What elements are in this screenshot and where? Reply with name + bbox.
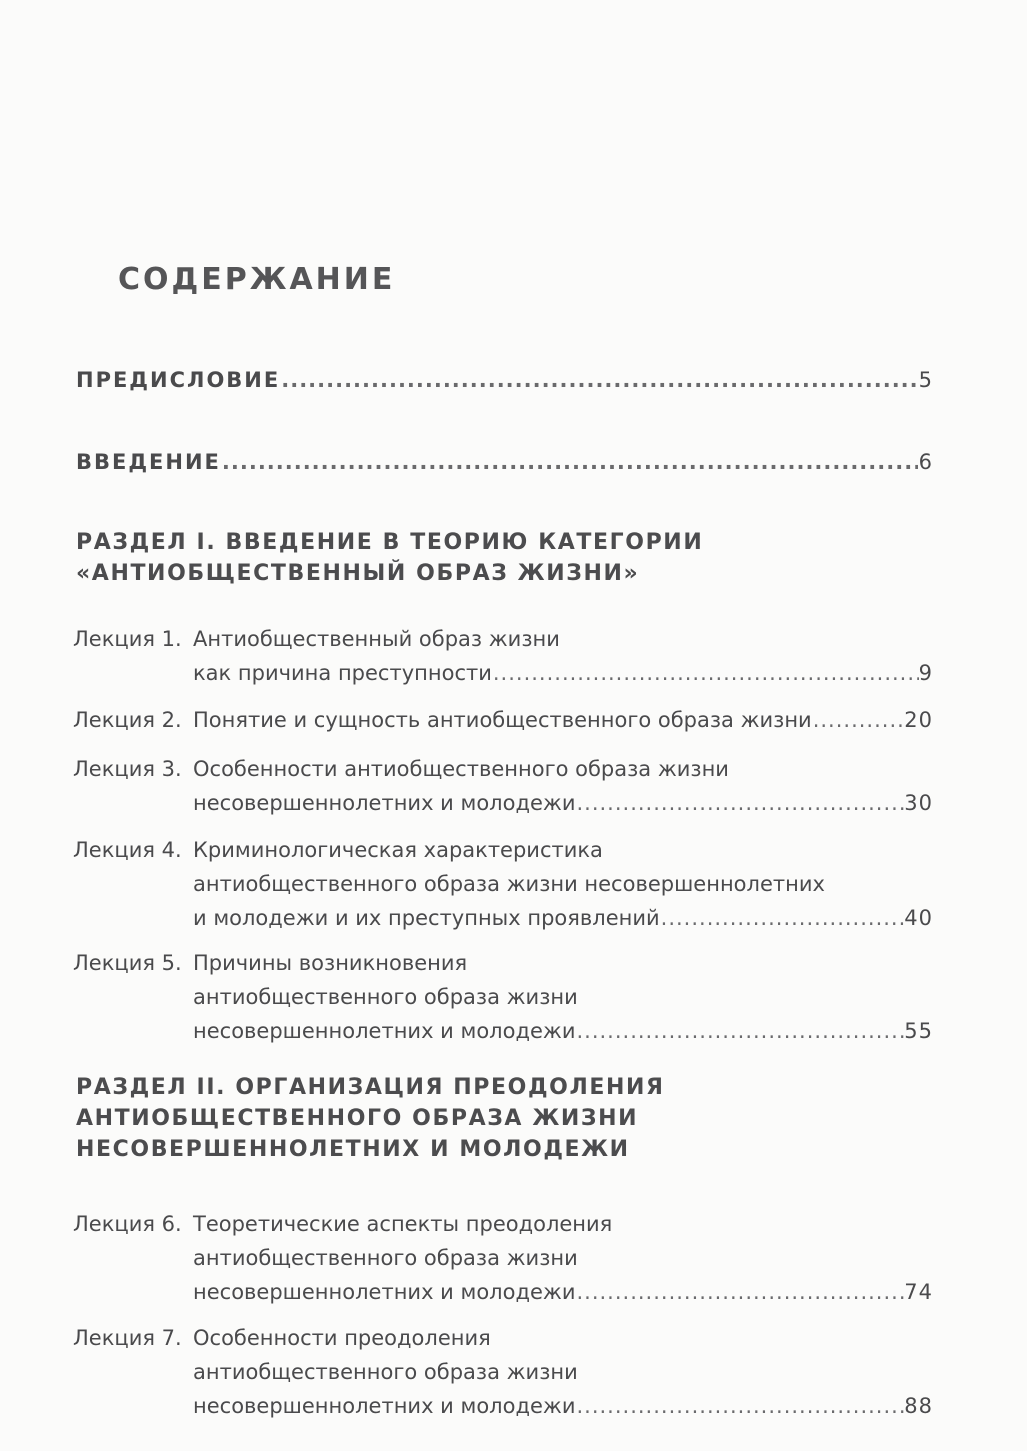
- lecture-title-line: антиобщественного образа жизни: [193, 1360, 578, 1384]
- lecture-title-line: несовершеннолетних и молодежи: [193, 1280, 576, 1304]
- toc-entry-lecture-4[interactable]: [73, 833, 933, 935]
- toc-entry-lecture-2[interactable]: [73, 703, 933, 737]
- lecture-title-line: Криминологическая характеристика: [193, 838, 603, 862]
- toc-page-number: 88: [904, 1394, 933, 1418]
- lecture-title-line: несовершеннолетних и молодежи: [193, 791, 576, 815]
- toc-entry-preface[interactable]: [76, 368, 932, 392]
- lecture-number: Лекция 4.: [73, 838, 182, 862]
- lecture-number: Лекция 2.: [73, 708, 182, 732]
- lecture-number: Лекция 6.: [73, 1212, 182, 1236]
- lecture-title-line: Теоретические аспекты преодоления: [193, 1212, 613, 1236]
- section-heading-1: [76, 527, 936, 589]
- toc-page-number: 5: [918, 368, 932, 392]
- dot-leader: [661, 901, 905, 935]
- toc-entry-label: ВВЕДЕНИЕ: [76, 450, 221, 474]
- toc-entry-lecture-5[interactable]: [73, 946, 933, 1048]
- dot-leader: [281, 368, 917, 392]
- lecture-title-line: несовершеннолетних и молодежи: [193, 1019, 576, 1043]
- lecture-title-line: и молодежи и их преступных проявлений: [193, 906, 660, 930]
- lecture-title-line: Причины возникновения: [193, 951, 468, 975]
- lecture-title-line: Особенности антиобщественного образа жизни: [193, 757, 729, 781]
- toc-page-number: 55: [904, 1019, 933, 1043]
- page-title: СОДЕРЖАНИЕ: [118, 262, 396, 297]
- toc-page-number: 40: [904, 906, 933, 930]
- lecture-number: Лекция 7.: [73, 1326, 182, 1350]
- lecture-title-line: антиобщественного образа жизни несовершеннолетних: [193, 872, 825, 896]
- lecture-number: Лекция 5.: [73, 951, 182, 975]
- section-heading-line: НЕСОВЕРШЕННОЛЕТНИХ И МОЛОДЕЖИ: [76, 1137, 630, 1162]
- dot-leader: [493, 656, 919, 690]
- toc-page-number: 30: [904, 791, 933, 815]
- section-heading-line: АНТИОБЩЕСТВЕННОГО ОБРАЗА ЖИЗНИ: [76, 1106, 639, 1131]
- dot-leader: [222, 450, 918, 474]
- toc-entry-intro[interactable]: [76, 450, 932, 474]
- toc-page-number: 74: [904, 1280, 933, 1304]
- toc-page-number: 20: [904, 708, 933, 732]
- lecture-title-line: как причина преступности: [193, 661, 492, 685]
- section-heading-line: РАЗДЕЛ II. ОРГАНИЗАЦИЯ ПРЕОДОЛЕНИЯ: [76, 1075, 665, 1100]
- toc-entry-lecture-7[interactable]: [73, 1321, 933, 1423]
- dot-leader: [576, 1014, 904, 1048]
- dot-leader: [576, 786, 904, 820]
- lecture-title-line: Особенности преодоления: [193, 1326, 491, 1350]
- dot-leader: [576, 1275, 904, 1309]
- section-heading-2: [76, 1072, 936, 1165]
- lecture-title-line: Антиобщественный образ жизни: [193, 627, 560, 651]
- toc-entry-lecture-6[interactable]: [73, 1207, 933, 1309]
- lecture-title-line: Понятие и сущность антиобщественного образа жизни: [193, 708, 812, 732]
- section-heading-line: РАЗДЕЛ I. ВВЕДЕНИЕ В ТЕОРИЮ КАТЕГОРИИ: [76, 530, 704, 555]
- toc-entry-label: ПРЕДИСЛОВИЕ: [76, 368, 281, 392]
- lecture-number: Лекция 1.: [73, 627, 182, 651]
- lecture-number: Лекция 3.: [73, 757, 182, 781]
- dot-leader: [576, 1389, 904, 1423]
- toc-page-number: 9: [918, 661, 933, 685]
- lecture-title-line: антиобщественного образа жизни: [193, 1246, 578, 1270]
- lecture-title-line: антиобщественного образа жизни: [193, 985, 578, 1009]
- lecture-title-line: несовершеннолетних и молодежи: [193, 1394, 576, 1418]
- toc-entry-lecture-1[interactable]: [73, 622, 933, 690]
- section-heading-line: «АНТИОБЩЕСТВЕННЫЙ ОБРАЗ ЖИЗНИ»: [76, 561, 640, 586]
- toc-entry-lecture-3[interactable]: [73, 752, 933, 820]
- toc-page-number: 6: [918, 450, 932, 474]
- dot-leader: [813, 703, 905, 737]
